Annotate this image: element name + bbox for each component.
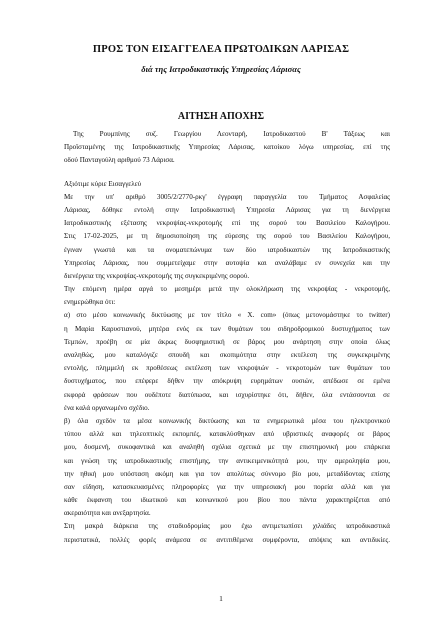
document-title: ΑΙΤΗΣΗ ΑΠΟΧΗΣ — [177, 111, 265, 122]
body-line: κάθε έκφανση του ιδιωτικού και κοινωνικού μου βίου που πάντα χαρακτηρίζεται από — [64, 496, 390, 505]
body-line: Την επόμενη ημέρα αργά το μεσημέρι μετά την ολοκλήρωση της νεκροψίας - νεκροτομής, — [64, 285, 390, 294]
body-line: Της Ρουμπίνης συζ. Γεωργίου Λεονταρή, Ιατροδικαστού Β' Τάξεως και — [73, 130, 390, 138]
body-line: εκφορά φράσεων που ουδέποτε διατύπωσα, και ισχυρίστηκε ότι, δήθεν, όλα εντάσσονται σε — [64, 390, 390, 399]
addressee-subheading: διά της Ιατροδικαστικής Υπηρεσίας Λάρισας — [141, 64, 301, 74]
body-line: και γνώση της ιατροδικαστικής επιστήμης, την αντικειμενικότητά μου, την αμεροληψία μου, — [64, 456, 390, 465]
body-line: Αξιότιμε κύριε Εισαγγελεύ — [64, 179, 142, 188]
body-line: Τεμπών, προέβη σε μία άκρως δυσφημιστική σε βάρος μου ανάρτηση στην οποία όλως — [64, 337, 390, 346]
body-line: αναληθώς, μου καταλόγιζε σπουδή και σκοπιμότητα στην εκτέλεση της συγκεκριμένης — [64, 351, 390, 359]
body-line: τύπου αλλά και τηλεοπτικές εκπομπές, κατακλύσθηκαν από υβριστικές αναφορές σε βάρος — [64, 430, 390, 439]
body-line: Στη μακρά διάρκεια της σταδιοδρομίας μου έχω αντιμετωπίσει χιλιάδες ιατροδικαστικά — [64, 522, 390, 531]
body-line: διενέργεια της νεκροψίας-νεκροτομής της συγκεκριμένης σορού. — [64, 271, 250, 280]
body-line: δυστυχήματος, που επέφερε δήθεν την απόκρυψη ευρημάτων ουσιών, απέδωσε σε εμένα — [64, 377, 390, 386]
page-number: 1 — [219, 594, 223, 603]
body-line: εντολής, πλημμελή εκ προθέσεως εκτέλεση των νεκροψιών - νεκροτομών των θυμάτων του — [64, 364, 390, 373]
body-line: έγιναν γνωστά και τα ονοματεπώνυμα των δύο ιατροδικαστών της Ιατροδικαστικής — [64, 245, 390, 254]
body-line: β) όλα σχεδόν τα μέσα κοινωνικής δικτύωσης και τα ενημερωτικά μέσα του ηλεκτρονικού — [64, 416, 390, 425]
body-line: η Μαρία Καρυστιανού, μητέρα ενός εκ των θυμάτων του σιδηροδρομικού δυστυχήματος των — [64, 324, 390, 333]
paragraph-gap — [64, 168, 390, 178]
body-line: μου, δυσμενή, συκοφαντικά και αναληθή σχόλια σχετικά με την επιστημονική μου επάρκεια — [64, 443, 390, 452]
document-body — [64, 128, 390, 547]
body-line: ενημερώθηκα ότι: — [64, 298, 116, 307]
addressee-heading: ΠΡΟΣ ΤΟΝ ΕΙΣΑΓΓΕΛΕΑ ΠΡΩΤΟΔΙΚΩΝ ΛΑΡΙΣΑΣ — [92, 44, 350, 55]
body-line: Στις 17-02-2025, με τη δημοσιοποίηση της εύρεσης της σορού του Βασιλείου Καλογήρου, — [64, 232, 390, 241]
body-line: Υπηρεσίας Λάρισας, που συμμετείχαμε στην αυτοψία και αναλάβαμε εν συνεχεία και την — [64, 258, 390, 267]
body-line: σαν είδηση, κατασκευασμένες πληροφορίες για την υπηρεσιακή μου πορεία αλλά και για — [64, 482, 390, 491]
body-line: Με την υπ' αριθμό 3005/2/2770-ρκγ' έγγραφη παραγγελία του Τμήματος Ασφαλείας — [64, 192, 390, 201]
body-line: περιστατικά, πολλές φορές ανάμεσα σε αντιτιθέμενα συμφέροντα, απόψεις και αντιδικίες. — [64, 535, 390, 544]
body-line: α) στο μέσο κοινωνικής δικτύωσης με τον τίτλο « X. com» (όπως μετονομάστηκε το twitter) — [64, 311, 390, 320]
body-line: ακεραιότητα και ανεξαρτησία. — [64, 509, 151, 518]
body-line: Προϊσταμένης της Ιατροδικαστικής Υπηρεσίας Λάρισας, κατοίκου λόγω υπηρεσίας, επί της — [64, 143, 390, 152]
body-line: την ηθική μου υπόσταση ακόμη και για τον απολύτως σύννομο βίο μου, μεταδίδοντας επίσης — [64, 469, 390, 478]
body-line: Ιατροδικαστικής εξέτασης νεκροψίας-νεκροτομής επί της σορού του Βασιλείου Καλογήρου. — [64, 219, 390, 228]
body-line: οδού Πανταγούλη αριθμού 73 Λάρισα. — [64, 156, 175, 165]
body-line: ένα καλά οργανωμένο σχέδιο. — [64, 403, 150, 412]
body-line: Λάρισας, δόθηκε εντολή στην Ιατροδικαστική Υπηρεσία Λάρισας για τη διενέργεια — [64, 205, 390, 214]
